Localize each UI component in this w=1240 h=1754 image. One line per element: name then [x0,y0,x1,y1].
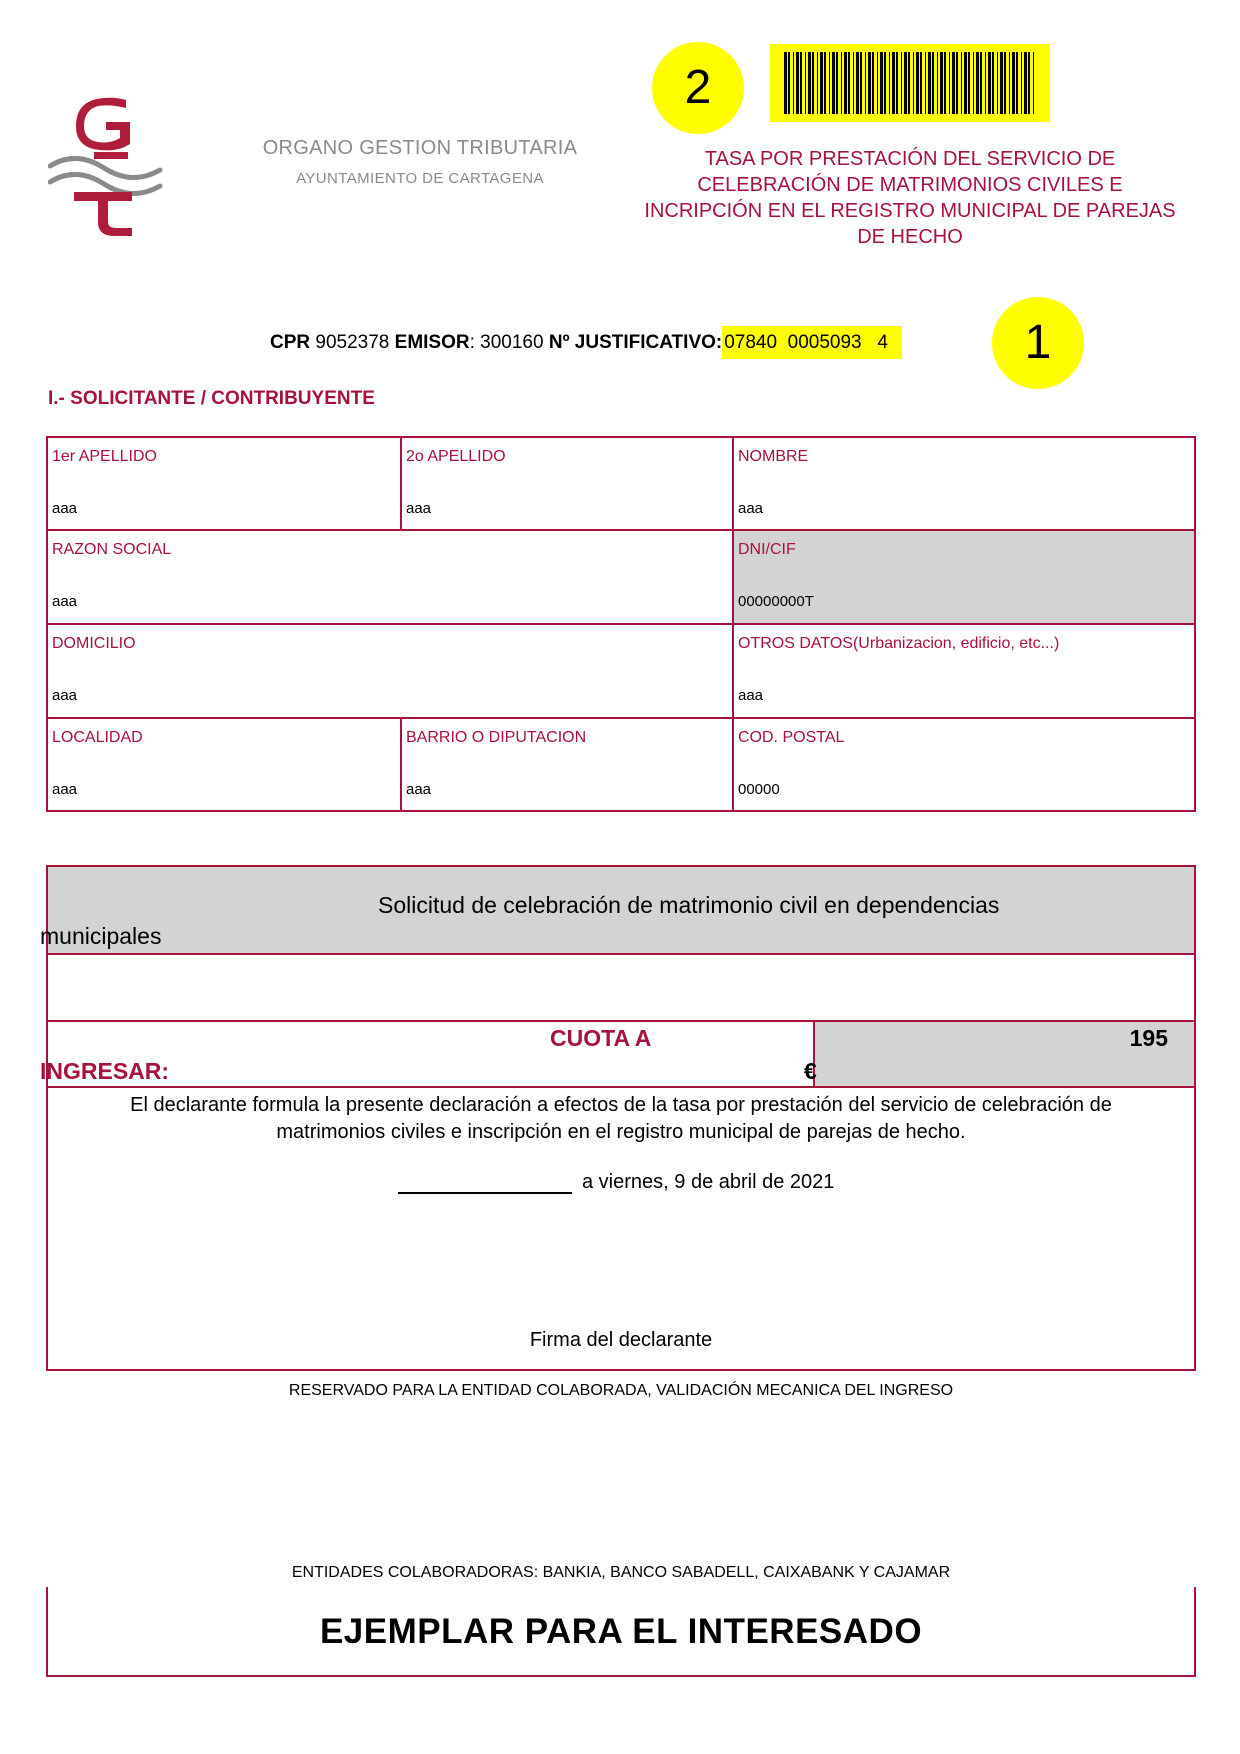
barcode-bars [770,44,1050,122]
field-cod-postal[interactable] [734,719,1194,810]
field-value: aaa [52,781,78,798]
applicant-grid [46,436,1196,812]
barcode-bar [937,52,938,114]
tax-title [620,146,1200,250]
reference-line [270,332,902,354]
tax-title-line-4: DE HECHO [857,226,963,248]
field-label: RAZON SOCIAL [52,541,172,558]
barcode [770,44,1050,122]
barcode-bar [805,52,806,114]
divider [48,1086,1194,1088]
barcode-bar [889,52,890,114]
barcode-bar [860,52,862,114]
barcode-bar [980,52,982,114]
barcode-bar [928,52,931,114]
barcode-bar [844,52,847,114]
barcode-bar [940,52,943,114]
field-value: aaa [406,781,432,798]
barcode-bar [976,52,979,114]
cpr-value: 9052378 [315,332,390,353]
barcode-bar [848,52,850,114]
tax-title-line-3: INCRIPCIÓN EN EL REGISTRO MUNICIPAL DE PAREJAS [644,200,1176,222]
barcode-bar [908,52,910,114]
concept-line-1: Solicitud de celebración de matrimonio civil en dependencias [378,892,1000,918]
field-apellido1[interactable] [48,438,402,531]
declaration-text [80,1092,1162,1146]
place-blank-line[interactable] [398,1172,572,1194]
barcode-bar [997,52,998,114]
barcode-bar [796,52,799,114]
field-value: aaa [738,687,764,704]
section-title: I.- SOLICITANTE / CONTRIBUYENTE [48,388,375,409]
cpr-label: CPR [270,332,311,353]
tax-title-line-1: TASA POR PRESTACIÓN DEL SERVICIO DE [704,148,1116,170]
barcode-bar [784,52,787,114]
barcode-bar [1000,52,1003,114]
barcode-bar [985,52,986,114]
cuota-label-1: CUOTA A [550,1025,652,1051]
barcode-bar [1012,52,1015,114]
entities-label: ENTIDADES COLABORADORAS: BANKIA, BANCO SABADELL, CAIXABANK Y CAJAMAR [291,1564,951,1581]
field-label: LOCALIDAD [52,729,143,746]
field-label: 1er APELLIDO [52,448,157,465]
emisor-value: : 300160 [469,332,544,353]
barcode-bar [932,52,934,114]
barcode-bar [1009,52,1010,114]
barcode-bar [872,52,874,114]
barcode-bar [901,52,902,114]
barcode-bar [925,52,926,114]
cuota-amount: 195 [1129,1025,1168,1051]
field-barrio[interactable] [402,719,734,810]
field-localidad[interactable] [48,719,402,810]
barcode-bar [896,52,898,114]
org-name: ORGANO GESTION TRIBUTARIA [262,137,578,159]
barcode-bar [1016,52,1018,114]
barcode-bar [884,52,886,114]
barcode-bar [988,52,991,114]
barcode-bar [968,52,970,114]
barcode-bar [812,52,814,114]
field-value: aaa [52,500,78,517]
barcode-bar [964,52,967,114]
field-nombre[interactable] [734,438,1194,531]
barcode-bar [904,52,907,114]
barcode-bar [793,52,794,114]
justificativo-value: 07840 0005093 4 [722,326,902,359]
concept-line-2: municipales [40,923,162,949]
barcode-bar [817,52,818,114]
place-date [398,1171,834,1194]
org-subtitle: AYUNTAMIENTO DE CARTAGENA [296,170,544,187]
barcode-bar [865,52,866,114]
field-razon-social[interactable] [48,531,734,625]
copy-label: EJEMPLAR PARA EL INTERESADO [319,1612,923,1651]
field-value: aaa [738,500,764,517]
field-value: aaa [52,593,78,610]
barcode-bar [832,52,835,114]
barcode-bar [920,52,922,114]
marker-2-badge: 2 [652,42,744,134]
barcode-bar [961,52,962,114]
barcode-bar [824,52,826,114]
barcode-bar [841,52,842,114]
barcode-bar [949,52,950,114]
gt-logo [48,88,168,238]
field-domicilio[interactable] [48,625,734,719]
barcode-bar [877,52,878,114]
barcode-bar [1021,52,1022,114]
barcode-bar [1033,52,1034,114]
barcode-bar [808,52,811,114]
emisor-label: EMISOR [394,332,470,353]
cuota-label-2: INGRESAR: [40,1058,170,1084]
date-text: a viernes, 9 de abril de 2021 [582,1171,835,1193]
barcode-bar [788,52,790,114]
signature-label: Firma del declarante [529,1329,713,1351]
reserved-label: RESERVADO PARA LA ENTIDAD COLABORADA, VALIDACIÓN MECANICA DEL INGRESO [288,1382,954,1399]
barcode-bar [973,52,974,114]
barcode-bar [944,52,946,114]
barcode-bar [880,52,883,114]
declaration-line-1: El declarante formula la presente declaración a efectos de la tasa por prestación del servicio de celebración de [130,1094,1112,1116]
field-label: 2o APELLIDO [406,448,506,465]
field-label: DOMICILIO [52,635,136,652]
barcode-bar [916,52,919,114]
field-value: 00000 [738,781,780,798]
barcode-bar [853,52,854,114]
barcode-bar [1024,52,1027,114]
barcode-bar [913,52,914,114]
barcode-bar [820,52,823,114]
field-apellido2[interactable] [402,438,734,531]
barcode-bar [800,52,802,114]
barcode-bar [952,52,955,114]
field-value: aaa [406,500,432,517]
barcode-bar [856,52,859,114]
field-dni[interactable] [734,531,1194,625]
barcode-bar [956,52,958,114]
field-label: DNI/CIF [738,541,796,558]
field-label: NOMBRE [738,448,809,465]
field-otros-datos[interactable] [734,625,1194,719]
tax-title-line-2: CELEBRACIÓN DE MATRIMONIOS CIVILES E [697,174,1123,196]
currency-symbol: € [804,1058,817,1084]
declaration-line-2: matrimonios civiles e inscripción en el registro municipal de parejas de hecho. [276,1121,966,1143]
field-label: BARRIO O DIPUTACION [406,729,587,746]
field-value: 00000000T [738,593,814,610]
barcode-bar [836,52,838,114]
field-value: aaa [52,687,78,704]
field-label: COD. POSTAL [738,729,845,746]
justificativo-label: Nº JUSTIFICATIVO: [548,332,723,353]
barcode-bar [1004,52,1006,114]
marker-1-badge: 1 [992,297,1084,389]
barcode-bar [868,52,871,114]
divider [48,953,1194,955]
barcode-bar [992,52,994,114]
field-label: OTROS DATOS(Urbanizacion, edificio, etc...) [738,635,1060,652]
barcode-bar [829,52,830,114]
barcode-bar [1028,52,1030,114]
barcode-bar [892,52,895,114]
